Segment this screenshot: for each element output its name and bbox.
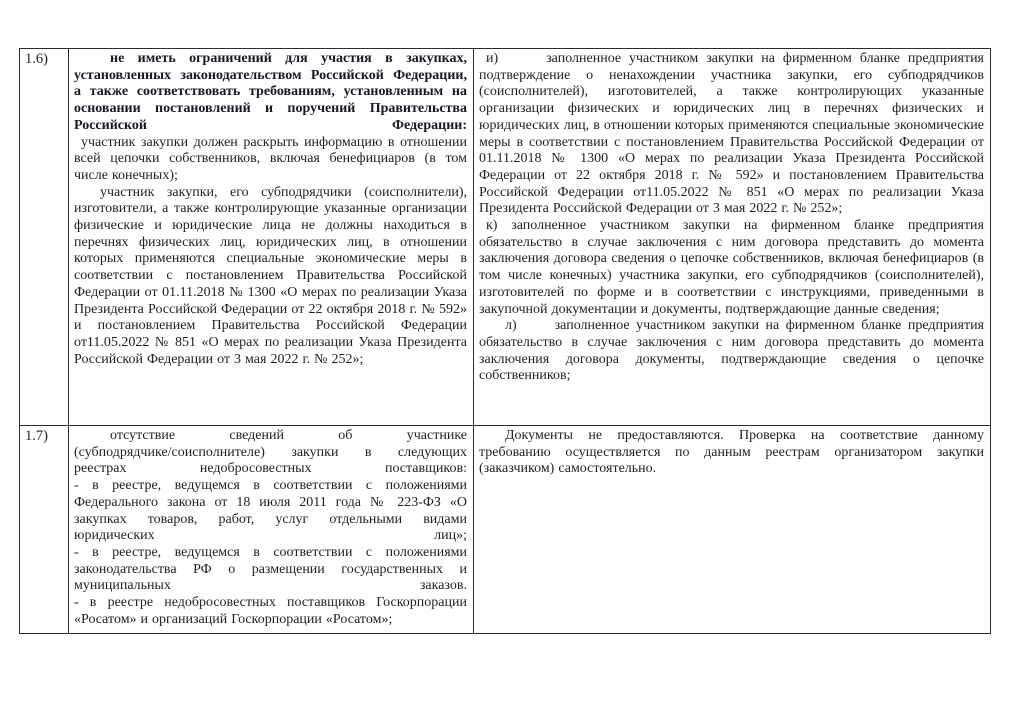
row-number-cell <box>20 426 69 634</box>
paragraph: участник закупки должен раскрыть информацию в отношении всей цепочки собственников, включая бенефициаров (в том числе конечных); <box>74 134 467 183</box>
table-row <box>20 49 991 426</box>
documents-cell-content <box>479 51 984 423</box>
row-number-cell <box>20 49 69 426</box>
row-number-content <box>25 428 62 631</box>
row-number: 1.7) <box>25 428 48 444</box>
paragraph: - в реестре недобросовестных поставщиков Госкорпорации «Росатом» и организаций Госкорпорации «Росатом»; <box>74 595 467 627</box>
paragraph: л) заполненное участником закупки на фирменном бланке предприятия обязательство в случае заключения с ним договора представить до момента заключения договора документы, подтверждающие сведения о цепочке собственников; <box>479 318 984 384</box>
requirement-cell-content <box>74 428 467 631</box>
paragraph: Документы не предоставляются. Проверка на соответствие данному требованию осуществляется по данным реестрам организатором закупки (заказчиком) самостоятельно. <box>479 428 984 477</box>
paragraph: и) заполненное участником закупки на фирменном бланке предприятия подтверждение о ненахождении участника закупки, его субподрядчиков (соисполнителей), изготовителей, а также контролирующих указанные организации физических и юридических лиц в перечнях физических и юридических лиц, в отношении которых применяются специальные экономические меры в соответствии с постановлением Правительства Российской Федерации от 01.11.2018 № 1300 «О мерах по реализации Указа Президента Российской Федерации от 22 октября 2018 г. № 592» и постановлением Правительства Российской Федерации от11.05.2022 № 851 «О мерах по реализации Указа Президента Российской Федерации от 3 мая 2022 г. № 252»; <box>479 51 984 217</box>
paragraph-label: и) <box>486 51 499 66</box>
paragraph-label: л) <box>505 318 517 334</box>
documents-cell-content <box>479 428 984 631</box>
row-number-content <box>25 51 62 423</box>
paragraph: к) заполненное участником закупки на фирменном бланке предприятия обязательство в случае заключения с ним договора представить до момента заключения договора сведения о цепочке собственников, включая бенефициаров (в том числе конечных) участника закупки, его субподрядчиков (соисполнителей), изготовителей по форме и в соответствии с инструкциями, приведенными в закупочной документации и документы, подтверждающие данные сведения; <box>479 218 984 317</box>
paragraph: - в реестре, ведущемся в соответствии с положениями Федерального закона от 18 июля 2011 года № 223-ФЗ «О закупках товаров, работ, услуг отдельными видами юридических лиц»; <box>74 478 467 544</box>
requirement-cell-content <box>74 51 467 423</box>
table-row <box>20 426 991 634</box>
requirement-cell <box>69 426 474 634</box>
table-body <box>20 49 991 634</box>
requirement-cell <box>69 49 474 426</box>
documents-cell <box>474 426 991 634</box>
paragraph: не иметь ограничений для участия в закупках, установленных законодательством Российской Федерации, а также соответствовать требованиям, установленным на основании постановлений и поручений Правительства Российской Федерации: <box>74 51 467 133</box>
paragraph: участник закупки, его субподрядчики (соисполнители), изготовители, а также контролирующие указанные организации физические и юридические лица не должны находиться в перечнях физических лиц, юридических лиц, в отношении которых применяются специальные экономические меры в соответствии с постановлением Правительства Российской Федерации от 01.11.2018 № 1300 «О мерах по реализации Указа Президента Российской Федерации от 22 октября 2018 г. № 592» и постановлением Правительства Российской Федерации от11.05.2022 № 851 «О мерах по реализации Указа Президента Российской Федерации от 3 мая 2022 г. № 252»; <box>74 184 467 367</box>
paragraph: отсутствие сведений об участнике (субподрядчике/соисполнителе) закупки в следующих реестрах недобросовестных поставщиков: <box>74 428 467 477</box>
paragraph: - в реестре, ведущемся в соответствии с положениями законодательства РФ о размещении государственных и муниципальных заказов. <box>74 544 467 594</box>
requirements-table <box>19 48 991 634</box>
row-number: 1.6) <box>25 51 48 67</box>
documents-cell <box>474 49 991 426</box>
